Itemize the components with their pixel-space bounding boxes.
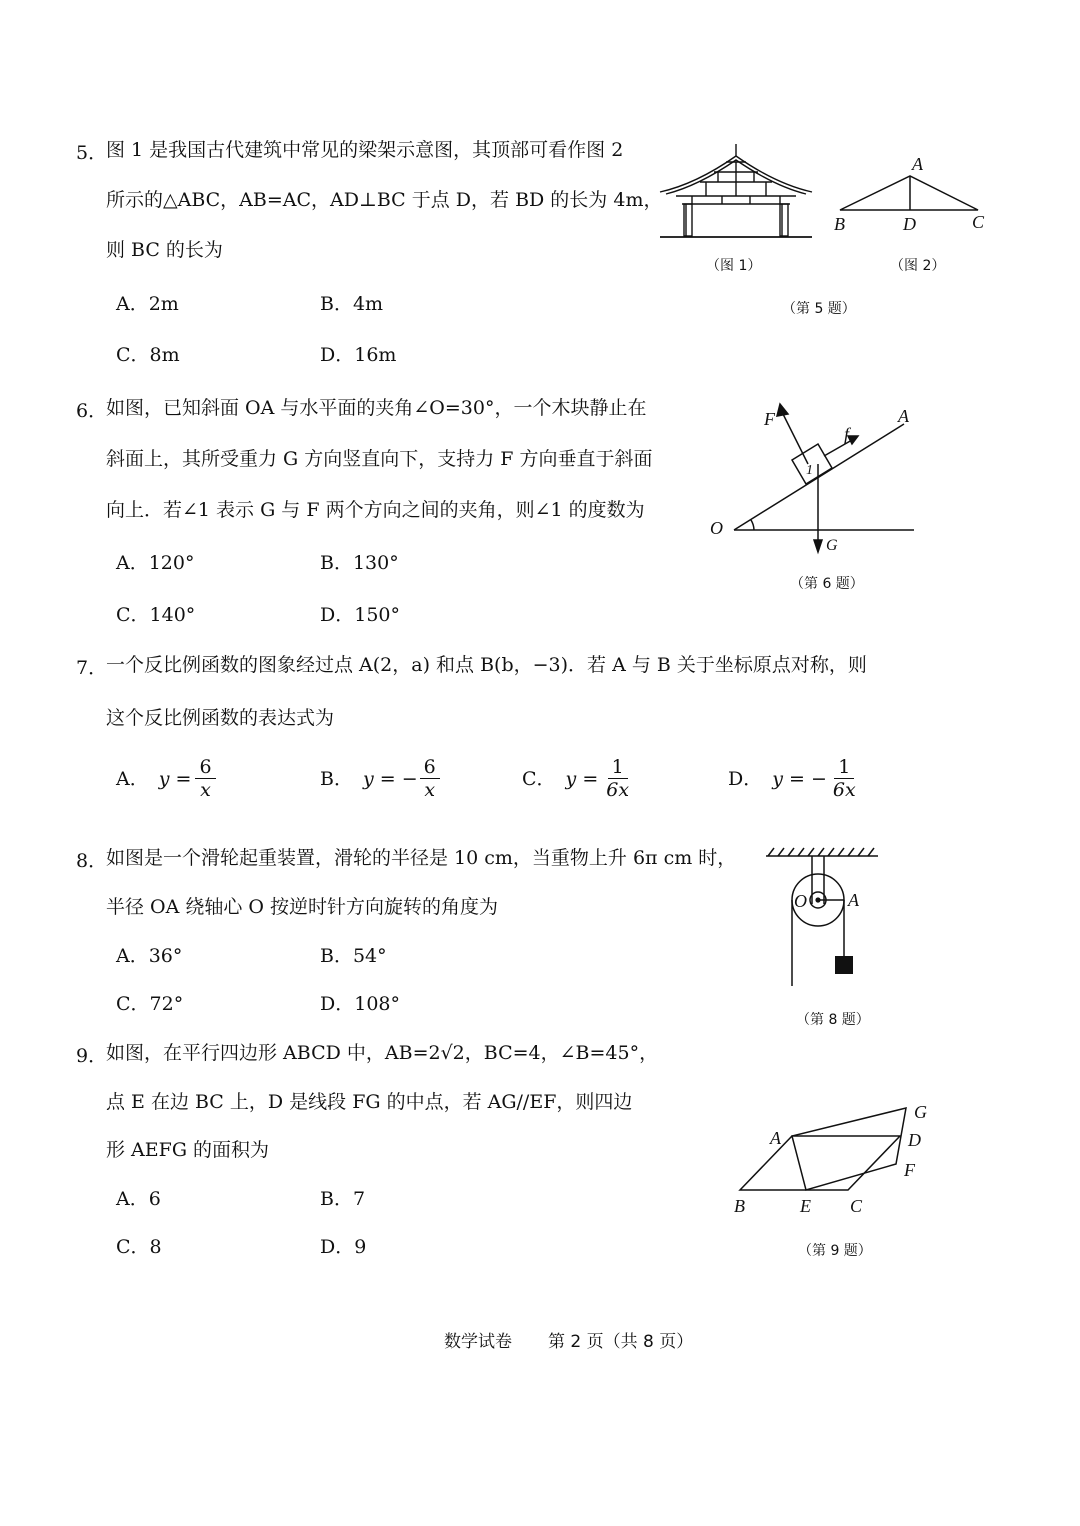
- q7-option-c[interactable]: [522, 756, 633, 801]
- q6-caption: （第 6 题）: [790, 576, 864, 592]
- q6-option-b[interactable]: B．130°: [320, 552, 399, 574]
- q9-figure-parallelogram: [726, 1096, 936, 1220]
- q7-option-d[interactable]: [728, 756, 860, 801]
- q9-label-f: F: [904, 1160, 915, 1180]
- q5-option-a[interactable]: A．2m: [116, 293, 179, 315]
- q7-option-d-numerator: 1: [834, 756, 854, 779]
- q7-option-a-lhs: y =: [158, 767, 192, 790]
- q6-text-line-1: 如图，已知斜面 OA 与水平面的夹角∠O=30°，一个木块静止在: [106, 397, 647, 419]
- q5-option-b[interactable]: B．4m: [320, 293, 384, 315]
- q9-label-b: B: [734, 1196, 745, 1216]
- q7-option-b-label: B．: [320, 767, 353, 790]
- q5-figure-1-caption: （图 1）: [706, 258, 762, 274]
- footer-subject: 数学试卷: [444, 1332, 512, 1352]
- q9-text-line-2: 点 E 在边 BC 上，D 是线段 FG 的中点，若 AG//EF，则四边: [106, 1091, 633, 1113]
- q7-option-a-fraction: [195, 756, 215, 801]
- q6-option-a[interactable]: A．120°: [116, 552, 195, 574]
- q8-text-line-1: 如图是一个滑轮起重装置，滑轮的半径是 10 cm，当重物上升 6π cm 时，: [106, 847, 737, 869]
- q6-option-d[interactable]: D．150°: [320, 604, 400, 626]
- q6-number: 6．: [76, 400, 108, 422]
- q8-label-a: A: [848, 890, 859, 910]
- q9-option-c[interactable]: C．8: [116, 1236, 162, 1258]
- q7-option-a-label: A．: [116, 767, 149, 790]
- q7-option-c-label: C．: [522, 767, 556, 790]
- q6-figure-incline: [700, 394, 930, 564]
- q6-option-c[interactable]: C．140°: [116, 604, 196, 626]
- q9-number: 9．: [76, 1045, 108, 1067]
- q8-weight: [835, 956, 853, 974]
- q8-label-o: O: [794, 891, 807, 911]
- q5-label-d: D: [903, 214, 916, 234]
- q9-label-e: E: [800, 1196, 811, 1216]
- q5-option-d[interactable]: D．16m: [320, 344, 397, 366]
- q5-option-c[interactable]: C．8m: [116, 344, 180, 366]
- q6-label-angle-1: 1: [806, 463, 813, 478]
- q6-label-a: A: [898, 406, 909, 426]
- q6-text-line-2: 斜面上，其所受重力 G 方向竖直向下，支持力 F 方向垂直于斜面: [106, 448, 653, 470]
- q8-option-d[interactable]: D．108°: [320, 993, 400, 1015]
- q7-option-d-fraction: [829, 756, 860, 801]
- q7-option-d-denominator: 6x: [832, 779, 856, 801]
- q6-label-f-support: F: [764, 409, 775, 429]
- q9-text-line-3: 形 AEFG 的面积为: [106, 1139, 270, 1161]
- q7-option-b-fraction: [420, 756, 440, 801]
- q5-label-c: C: [972, 212, 985, 232]
- q5-caption: （第 5 题）: [782, 301, 856, 317]
- q7-option-d-lhs: y = −: [772, 767, 827, 790]
- q8-option-a[interactable]: A．36°: [116, 945, 183, 967]
- q5-figure-2-caption: （图 2）: [890, 258, 946, 274]
- q5-text-line-1: 图 1 是我国古代建筑中常见的梁架示意图，其顶部可看作图 2: [106, 139, 624, 161]
- q7-option-b[interactable]: [320, 756, 440, 801]
- q9-option-a[interactable]: A．6: [116, 1188, 161, 1210]
- q7-option-a[interactable]: [116, 756, 216, 801]
- q7-option-a-denominator: x: [200, 779, 211, 801]
- q7-option-c-denominator: 6x: [606, 779, 630, 801]
- q5-label-b: B: [834, 214, 845, 234]
- q7-text-line-2: 这个反比例函数的表达式为: [106, 707, 335, 729]
- q5-text-line-3: 则 BC 的长为: [106, 239, 223, 261]
- q8-figure-pulley: [760, 844, 884, 994]
- q7-option-b-lhs: y = −: [362, 767, 418, 790]
- q9-label-c: C: [850, 1196, 863, 1216]
- q6-label-o: O: [710, 518, 723, 538]
- q9-label-a: A: [770, 1128, 781, 1148]
- footer-page-number: 第 2 页（共 8 页）: [548, 1332, 694, 1352]
- q9-label-d: D: [908, 1130, 921, 1150]
- q6-text-line-3: 向上．若∠1 表示 G 与 F 两个方向之间的夹角，则∠1 的度数为: [106, 499, 645, 521]
- q9-text-line-1: 如图，在平行四边形 ABCD 中，AB=2√2，BC=4，∠B=45°，: [106, 1042, 659, 1064]
- q7-option-c-lhs: y =: [565, 767, 599, 790]
- q9-caption: （第 9 题）: [798, 1243, 872, 1259]
- q9-option-d[interactable]: D．9: [320, 1236, 367, 1258]
- q8-text-line-2: 半径 OA 绕轴心 O 按逆时针方向旋转的角度为: [106, 896, 499, 918]
- q5-figure-2-triangle: [828, 150, 998, 236]
- q7-option-a-numerator: 6: [195, 756, 215, 779]
- q8-option-b[interactable]: B．54°: [320, 945, 387, 967]
- q8-option-c[interactable]: C．72°: [116, 993, 184, 1015]
- q5-figure-1-building: [656, 138, 816, 244]
- q6-label-f-friction: f: [844, 424, 850, 444]
- q8-number: 8．: [76, 850, 108, 872]
- q7-text-line-1: 一个反比例函数的图象经过点 A(2，a) 和点 B(b，−3)．若 A 与 B 关于坐标原点对称，则: [106, 654, 867, 676]
- q7-option-b-denominator: x: [424, 779, 436, 801]
- q7-option-c-numerator: 1: [608, 756, 628, 779]
- q5-label-a: A: [912, 154, 923, 174]
- q5-text-line-2: 所示的△ABC，AB=AC，AD⊥BC 于点 D，若 BD 的长为 4m，: [106, 189, 663, 211]
- q9-option-b[interactable]: B．7: [320, 1188, 366, 1210]
- q9-label-g: G: [914, 1102, 927, 1122]
- q8-caption: （第 8 题）: [796, 1012, 870, 1028]
- q7-option-c-fraction: [602, 756, 633, 801]
- q6-label-g: G: [826, 537, 838, 554]
- q7-option-b-numerator: 6: [420, 756, 440, 779]
- q7-number: 7．: [76, 657, 108, 679]
- q7-option-d-label: D．: [728, 767, 763, 790]
- q5-number: 5．: [76, 142, 108, 164]
